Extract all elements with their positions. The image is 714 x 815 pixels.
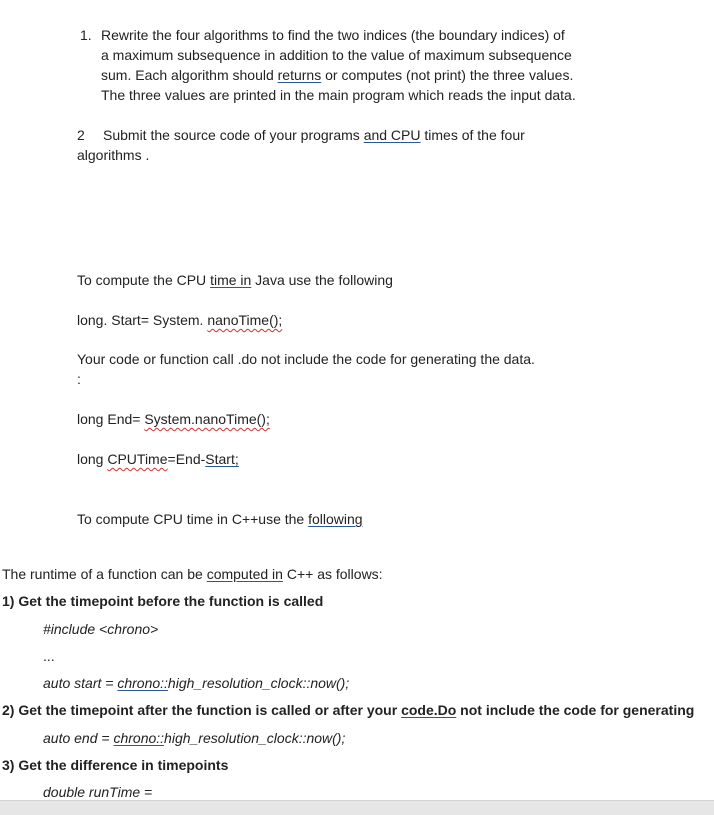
item-2-number: 2 bbox=[77, 127, 85, 143]
bottom-scroll-bar[interactable] bbox=[0, 800, 714, 815]
text-run: or computes (not print) the three values. bbox=[321, 67, 574, 83]
item-2-line-2: algorithms . bbox=[77, 147, 150, 163]
java-colon: : bbox=[77, 371, 81, 387]
grammar-flag-time-in: time in bbox=[210, 272, 252, 288]
text-run: long End= bbox=[77, 411, 145, 427]
text-run: long bbox=[77, 451, 108, 467]
spelling-flag-nanotime: nanoTime(); bbox=[207, 312, 283, 328]
cpp-runtime-intro bbox=[2, 564, 383, 584]
cpp-ellipsis: ... bbox=[43, 648, 55, 664]
text-run: high_resolution_clock::now(); bbox=[167, 675, 350, 691]
grammar-flag-returns: returns bbox=[277, 67, 322, 83]
grammar-flag-following: following bbox=[308, 511, 363, 527]
cpp-intro bbox=[77, 509, 363, 529]
cpp-runtime-decl: double runTime = bbox=[43, 784, 153, 800]
text-run: The runtime of a function can be bbox=[2, 566, 207, 582]
grammar-flag-and-cpu: and CPU bbox=[363, 127, 421, 143]
spelling-flag-cputime: CPUTime bbox=[107, 451, 168, 467]
text-run: not include the code for generating bbox=[456, 702, 695, 718]
item-1-line-3 bbox=[101, 65, 573, 85]
spelling-flag-system-nanotime: System.nanoTime(); bbox=[144, 411, 270, 427]
item-1-line-2: a maximum subsequence in addition to the value of maximum subsequence bbox=[101, 47, 572, 63]
java-start-line bbox=[77, 310, 282, 330]
text-run: auto end = bbox=[43, 730, 114, 746]
text-run: sum. Each algorithm should bbox=[101, 67, 278, 83]
text-run: times of the four bbox=[420, 127, 525, 143]
text-run: Java use the following bbox=[251, 272, 393, 288]
java-cpu-line bbox=[77, 449, 239, 469]
text-run: high_resolution_clock::now(); bbox=[164, 730, 346, 746]
item-1-line-4: The three values are printed in the main program which reads the input data. bbox=[101, 87, 576, 103]
text-run: To compute CPU time in C++use the bbox=[77, 511, 309, 527]
grammar-flag-chrono: chrono:: bbox=[117, 675, 168, 691]
grammar-flag-computed-in: computed in bbox=[206, 566, 283, 582]
item-2-line-1 bbox=[103, 125, 525, 145]
text-run: To compute the CPU bbox=[77, 272, 211, 288]
grammar-flag-chrono: chrono:: bbox=[113, 730, 165, 746]
cpp-end-line bbox=[43, 728, 345, 748]
java-intro bbox=[77, 270, 393, 290]
java-note: Your code or function call .do not include the code for generating the data. bbox=[77, 351, 535, 367]
cpp-step-2 bbox=[2, 700, 694, 720]
text-run: =End- bbox=[167, 451, 206, 467]
cpp-start-line bbox=[43, 673, 349, 693]
cpp-include: #include <chrono> bbox=[43, 621, 159, 637]
item-1-line-1: Rewrite the four algorithms to find the two indices (the boundary indices) of bbox=[101, 27, 565, 43]
grammar-flag-start: Start; bbox=[205, 451, 239, 467]
text-run: C++ as follows: bbox=[282, 566, 383, 582]
java-end-line bbox=[77, 409, 270, 429]
text-run: long. Start= System. bbox=[77, 312, 208, 328]
cpp-step-3: 3) Get the difference in timepoints bbox=[2, 757, 229, 773]
item-1-number: 1. bbox=[80, 27, 92, 43]
cpp-step-1: 1) Get the timepoint before the function is called bbox=[2, 593, 324, 609]
text-run: Submit the source code of your programs bbox=[103, 127, 364, 143]
text-run: 2) Get the timepoint after the function is called or after your bbox=[2, 702, 402, 718]
text-run: auto start = bbox=[43, 675, 118, 691]
grammar-flag-code-do: code.Do bbox=[401, 702, 457, 718]
